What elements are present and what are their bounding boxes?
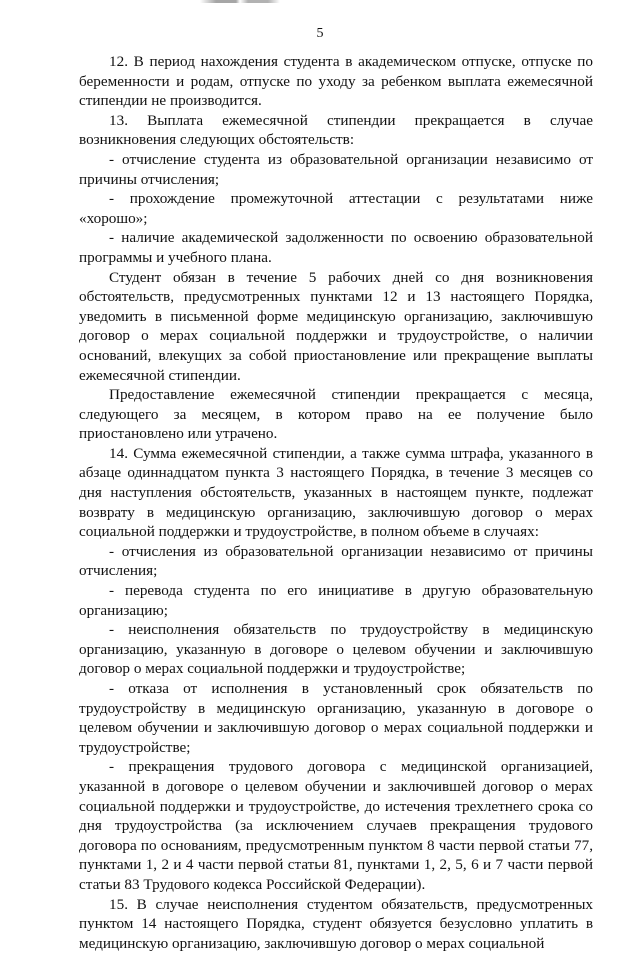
paragraph-12: 12. В период нахождения студента в академическом отпуске, отпуске по беременности и родам, отпуске по уходу за ребенком выплата ежемесячной стипендии не производится.	[79, 53, 593, 110]
list-item: - наличие академической задолженности по освоению образовательной программы и учебного плана.	[79, 229, 593, 266]
list-item: - прекращения трудового договора с медицинской организацией, указанной в договоре о целевом обучении и заключившей договор о мерах социальной поддержки и трудоустройстве, до истечения трехлетнего срока со дня трудоустройства (за исключением случаев прекращения трудового договора по основаниям, предусмотренным пунктом 8 части первой статьи 77, пунктами 1, 2 и 4 части первой статьи 81, пунктами 1, 2, 5, 6 и 7 части первой статьи 83 Трудового кодекса Российской Федерации).	[79, 758, 593, 893]
list-item: - неисполнения обязательств по трудоустройству в медицинскую организацию, указанную в договоре о целевом обучении и заключившую договор о мерах социальной поддержки и трудоустройстве;	[79, 621, 593, 678]
list-item: - перевода студента по его инициативе в другую образовательную организацию;	[79, 582, 593, 619]
list-item: - отказа от исполнения в установленный срок обязательств по трудоустройству в медицинскую организацию, указанную в договоре о целевом обучении и заключившую договор о мерах социальной поддержки и трудоустройстве;	[79, 680, 593, 756]
paragraph-13: 13. Выплата ежемесячной стипендии прекращается в случае возникновения следующих обстоятельств:	[79, 111, 593, 149]
paragraph-14: 14. Сумма ежемесячной стипендии, а также сумма штрафа, указанного в абзаце одиннадцатом пункта 3 настоящего Порядка, в течение 3 месяцев со дня наступления обстоятельств, указанных в настоящем пункте, подлежат возврату в медицинскую организацию, заключившую договор о мерах социальной поддержки и трудоустройстве, в полном объеме в случаях:	[79, 444, 593, 541]
list-item: - прохождение промежуточной аттестации с результатами ниже «хорошо»;	[79, 190, 593, 227]
document-body	[79, 52, 593, 953]
list-item: - отчисления из образовательной организации независимо от причины отчисления;	[79, 542, 593, 580]
list-item: - отчисление студента из образовательной организации независимо от причины отчисления;	[79, 150, 593, 188]
page-number: 5	[316, 26, 324, 41]
paragraph-termination: Предоставление ежемесячной стипендии прекращается с месяца, следующего за месяцем, в котором право на ее получение было приостановлено или утрачено.	[79, 386, 593, 443]
paragraph-student-obligation: Студент обязан в течение 5 рабочих дней со дня возникновения обстоятельств, предусмотренных пунктами 12 и 13 настоящего Порядка, уведомить в письменной форме медицинскую организацию, заключившую договор о мерах социальной поддержки и трудоустройстве, о наличии оснований, влекущих за собой приостановление или прекращение выплаты ежемесячной стипендии.	[79, 268, 593, 384]
scan-artifact	[200, 0, 280, 3]
paragraph-15: 15. В случае неисполнения студентом обязательств, предусмотренных пунктом 14 настоящего Порядка, студент обязуется безусловно уплатить в медицинскую организацию, заключившую договор о мерах социальной	[79, 895, 593, 952]
